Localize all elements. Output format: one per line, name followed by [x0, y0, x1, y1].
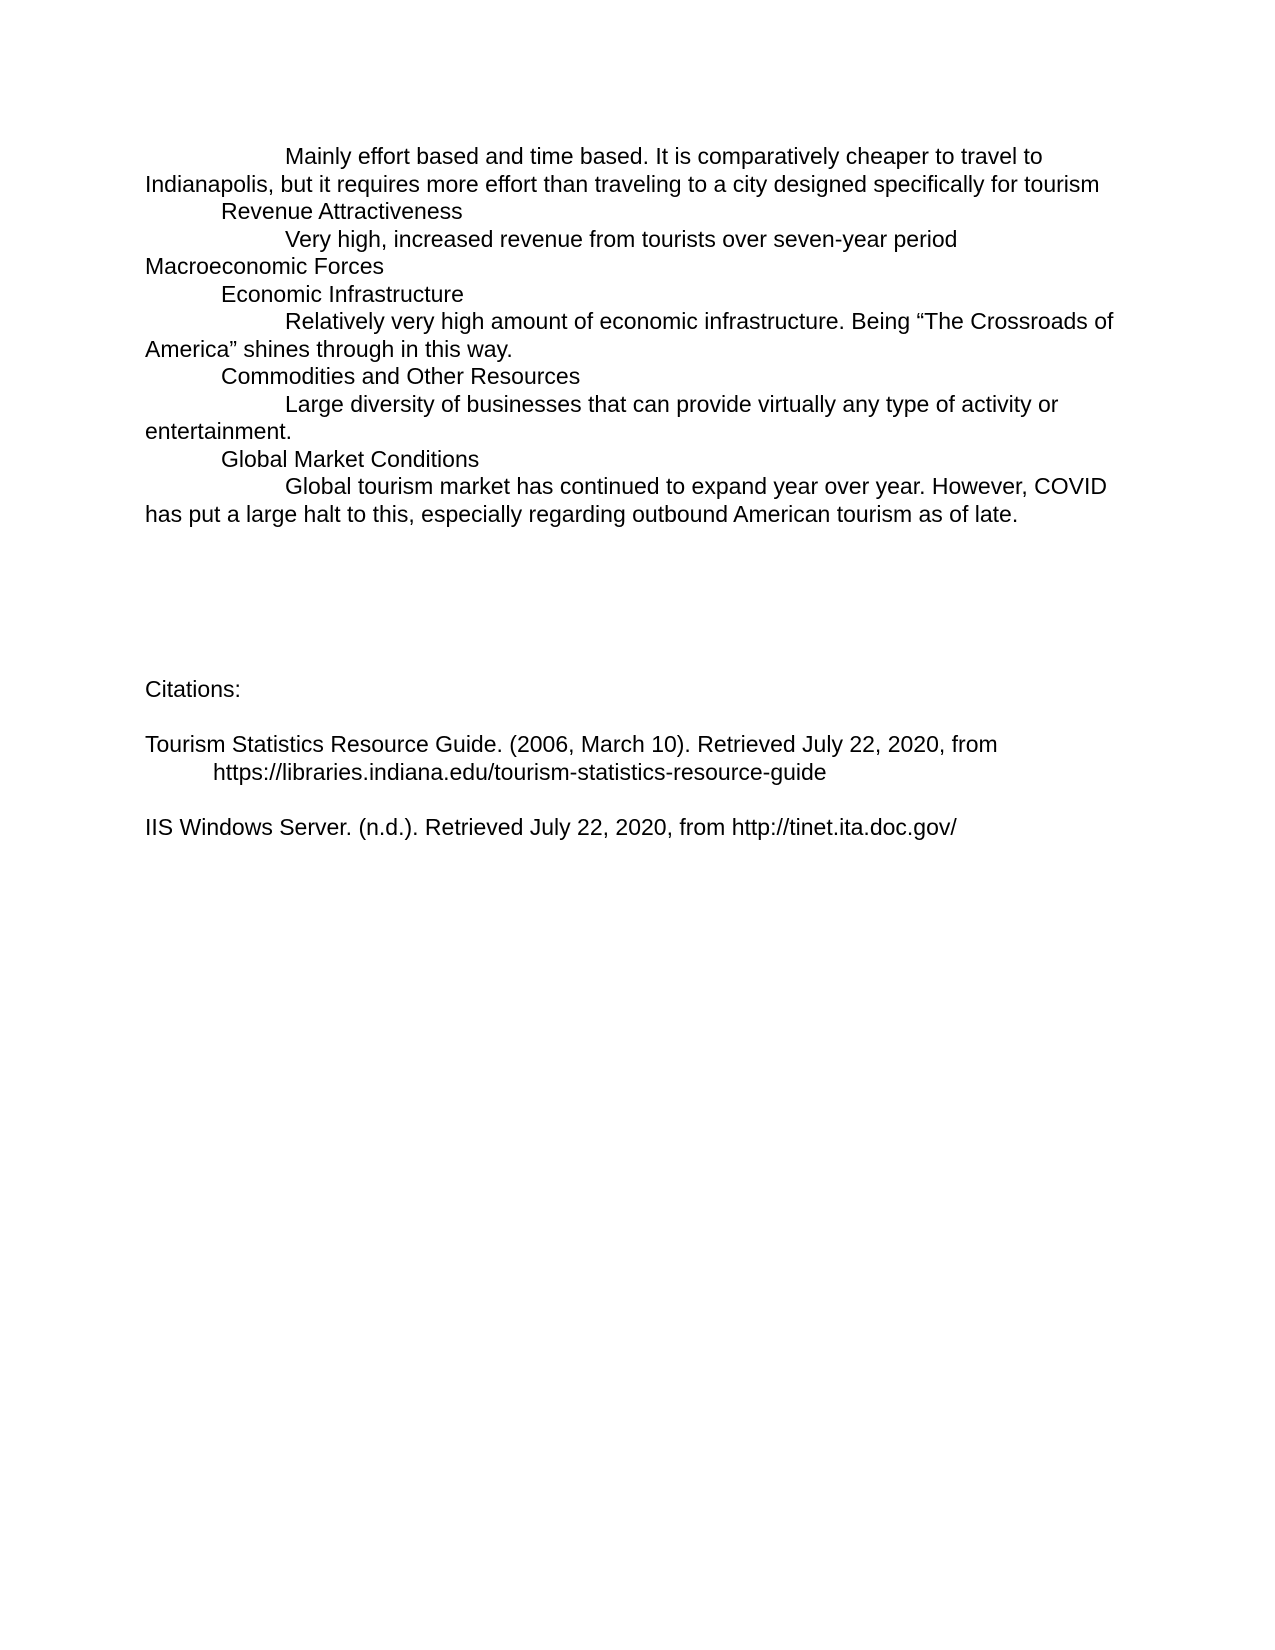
subheading-commodities-resources: Commodities and Other Resources	[221, 363, 581, 389]
paragraph-commodities-resources-detail: Large diversity of businesses that can provide virtually any type of activity or entertainment.	[145, 390, 1059, 444]
paragraph-revenue-attractiveness-detail: Very high, increased revenue from tourists over seven-year period	[285, 225, 958, 252]
subheading-global-market-conditions: Global Market Conditions	[221, 445, 480, 472]
paragraph-global-market-conditions-detail: Global tourism market has continued to expand year over year. However, COVID has put a large halt to this, especially regarding outbound American tourism as of late.	[145, 473, 1108, 527]
paragraph-comparative-advantage-detail: Mainly effort based and time based. It is comparatively cheaper to travel to Indianapolis, but it requires more effort than traveling to a city designed specifically for tourism	[145, 143, 1100, 197]
citation-entry-iis-windows-server: IIS Windows Server. (n.d.). Retrieved July 22, 2020, from http://tinet.ita.doc.gov/	[145, 813, 957, 840]
subheading-revenue-attractiveness: Revenue Attractiveness	[221, 198, 463, 224]
subheading-economic-infrastructure: Economic Infrastructure	[221, 280, 464, 307]
paragraph-economic-infrastructure-detail: Relatively very high amount of economic infrastructure. Being “The Crossroads of America” shines through in this way.	[145, 308, 1114, 362]
heading-macroeconomic-forces: Macroeconomic Forces	[145, 253, 385, 279]
citation-entry-tourism-statistics: Tourism Statistics Resource Guide. (2006, March 10). Retrieved July 22, 2020, from https://libraries.indiana.edu/tourism-statistics-resource-guide	[145, 731, 998, 785]
citations-heading: Citations:	[145, 676, 241, 702]
